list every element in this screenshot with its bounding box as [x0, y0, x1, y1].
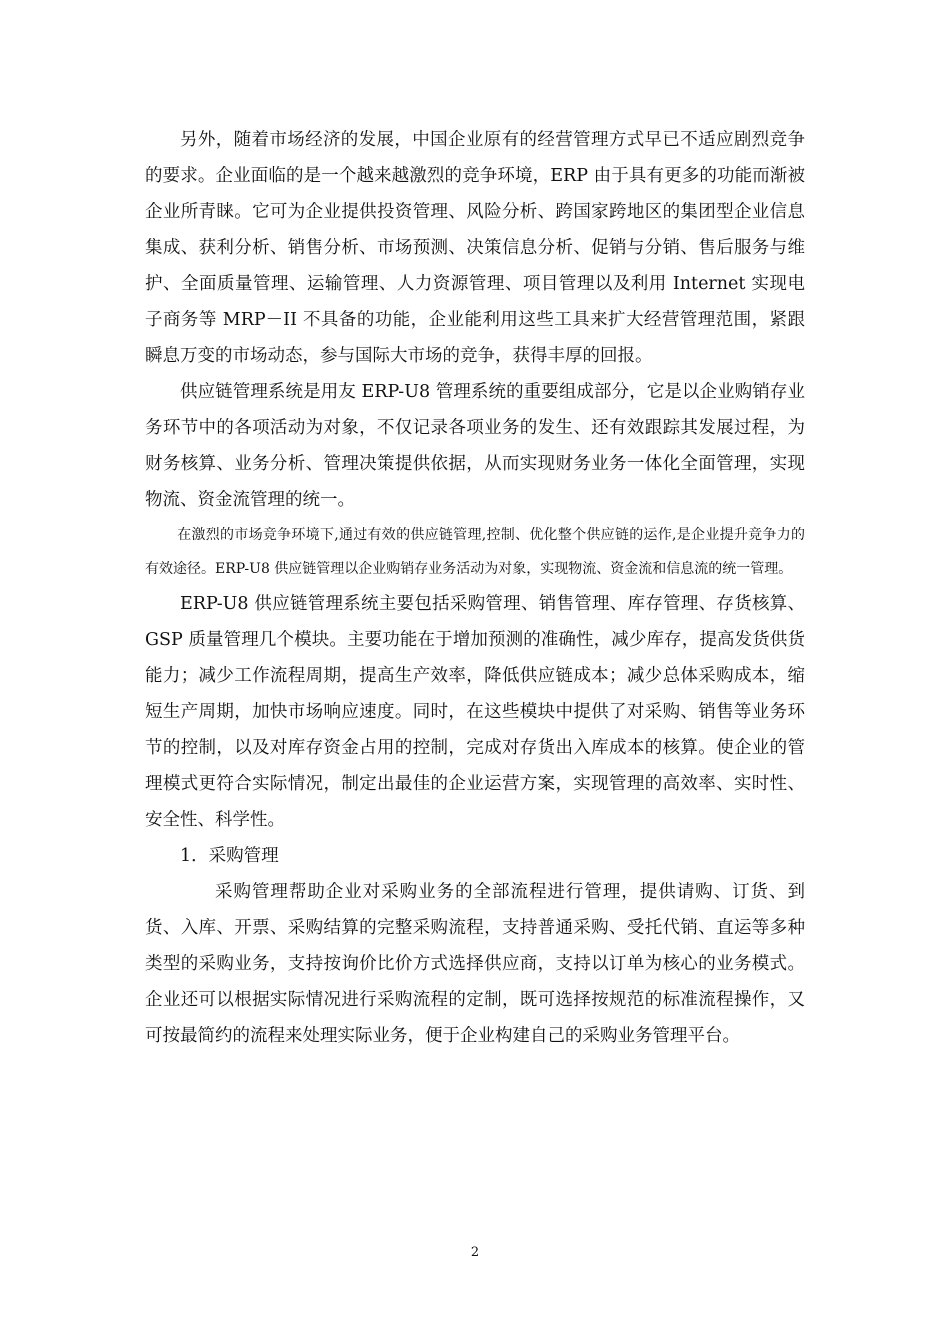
document-body: [145, 122, 805, 1054]
page-number: 2: [470, 1245, 480, 1260]
paragraph-competition: 在激烈的市场竞争环境下,通过有效的供应链管理,控制、优化整个供应链的运作,是企业提升竞争力的有效途径。ERP-U8 供应链管理以企业购销存业务活动为对象，实现物流、资金流和信息流的统一管理。: [145, 527, 805, 577]
paragraph-purchasing: 采购管理帮助企业对采购业务的全部流程进行管理，提供请购、订货、到货、入库、开票、采购结算的完整采购流程，支持普通采购、受托代销、直运等多种类型的采购业务，支持按询价比价方式选择供应商，支持以订单为核心的业务模式。企业还可以根据实际情况进行采购流程的定制，既可选择按规范的标准流程操作，又可按最简约的流程来处理实际业务，便于企业构建自己的采购业务管理平台。: [145, 882, 805, 1046]
paragraph-supply-chain-system: 供应链管理系统是用友 ERP-U8 管理系统的重要组成部分，它是以企业购销存业务环节中的各项活动为对象，不仅记录各项业务的发生、还有效跟踪其发展过程，为财务核算、业务分析、管理决策提供依据，从而实现财务业务一体化全面管理，实现物流、资金流管理的统一。: [145, 382, 805, 510]
paragraph-modules: ERP-U8 供应链管理系统主要包括采购管理、销售管理、库存管理、存货核算、GSP 质量管理几个模块。主要功能在于增加预测的准确性，减少库存，提高发货供货能力；减少工作流程周期，提高生产效率，降低供应链成本；减少总体采购成本，缩短生产周期，加快市场响应速度。同时，在这些模块中提供了对采购、销售等业务环节的控制，以及对库存资金占用的控制，完成对存货出入库成本的核算。使企业的管理模式更符合实际情况，制定出最佳的企业运营方案，实现管理的高效率、实时性、安全性、科学性。: [145, 594, 805, 830]
section-heading-purchasing: 1．采购管理: [180, 846, 279, 866]
paragraph-erp-market: 另外，随着市场经济的发展，中国企业原有的经营管理方式早已不适应剧烈竞争的要求。企业面临的是一个越来越激烈的竞争环境，ERP 由于具有更多的功能而渐被企业所青睐。它可为企业提供投资管理、风险分析、跨国家跨地区的集团型企业信息集成、获利分析、销售分析、市场预测、决策信息分析、促销与分销、售后服务与维护、全面质量管理、运输管理、人力资源管理、项目管理以及利用 Internet 实现电子商务等 MRP－II 不具备的功能，企业能利用这些工具来扩大经营管理范围，紧跟瞬息万变的市场动态，参与国际大市场的竞争，获得丰厚的回报。: [145, 130, 805, 366]
